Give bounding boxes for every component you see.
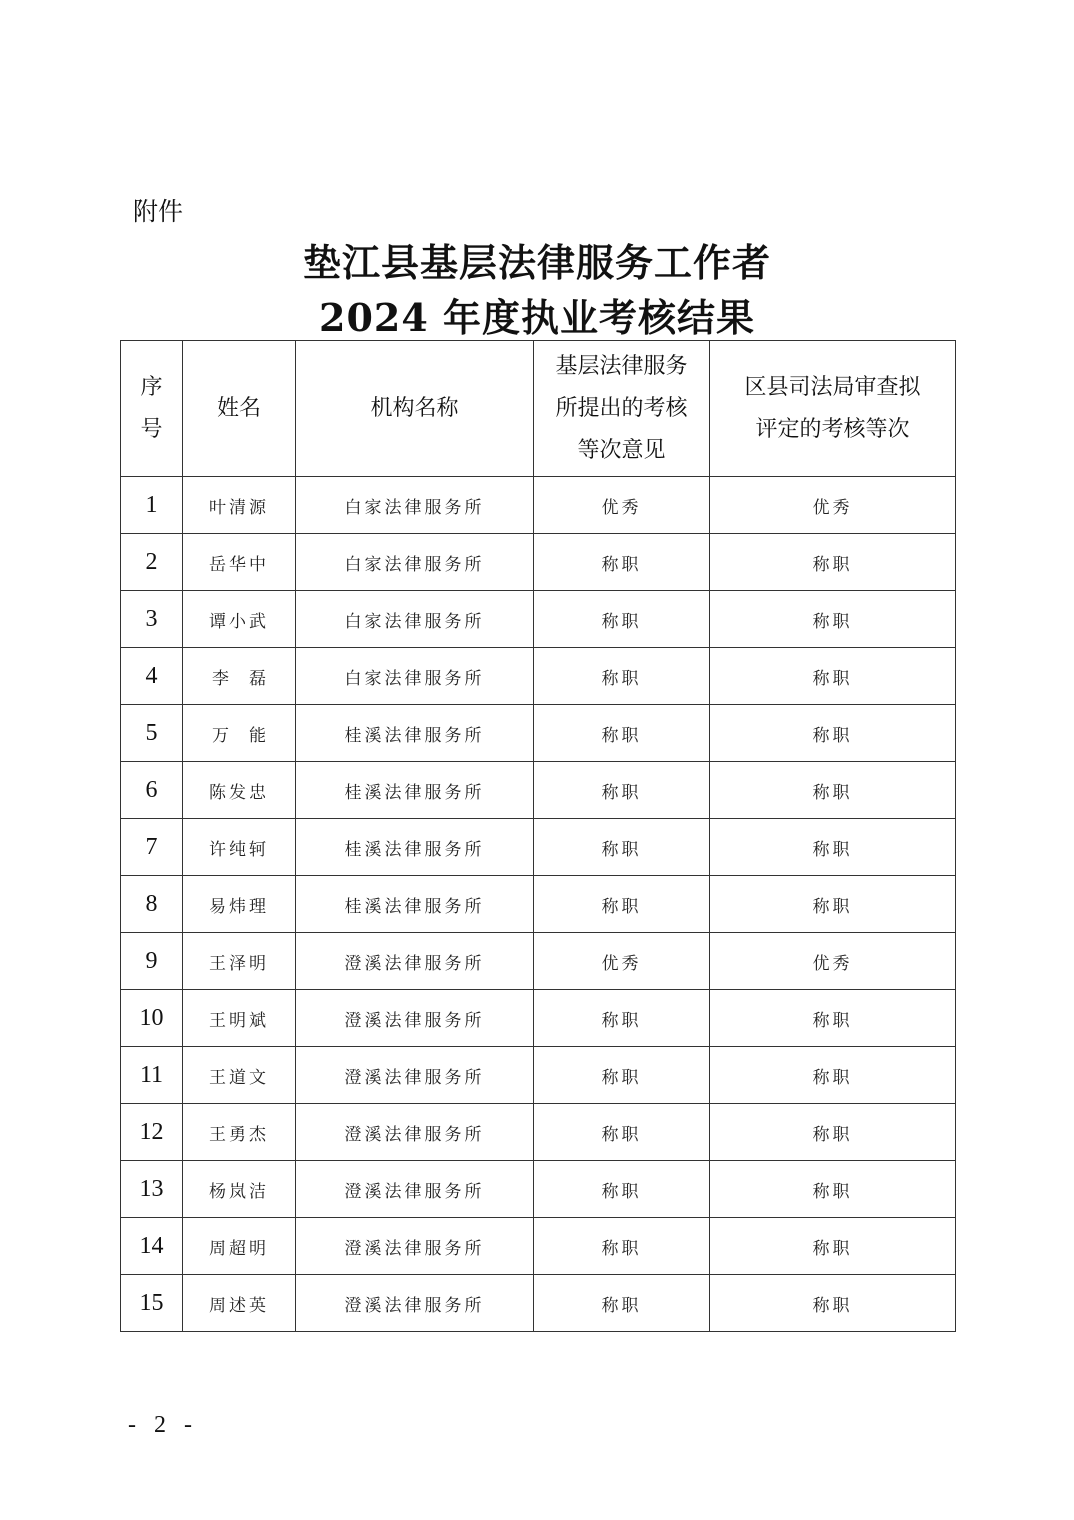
cell-rating: 称职: [710, 705, 956, 762]
cell-rating: 称职: [710, 648, 956, 705]
cell-opinion: 称职: [534, 1047, 710, 1104]
cell-opinion: 称职: [534, 1275, 710, 1332]
header-name: 姓名: [183, 341, 296, 477]
cell-rating: 优秀: [710, 933, 956, 990]
cell-opinion: 称职: [534, 819, 710, 876]
table-row: [121, 1047, 956, 1104]
cell-rating: 称职: [710, 1275, 956, 1332]
cell-name: 谭小武: [183, 591, 296, 648]
cell-name: 李磊: [183, 648, 296, 705]
cell-opinion: 称职: [534, 591, 710, 648]
cell-seq: 4: [121, 648, 183, 705]
cell-org: 桂溪法律服务所: [296, 705, 534, 762]
cell-org: 澄溪法律服务所: [296, 1275, 534, 1332]
cell-name: 王泽明: [183, 933, 296, 990]
cell-org: 澄溪法律服务所: [296, 1218, 534, 1275]
table-row: [121, 648, 956, 705]
table-row: [121, 705, 956, 762]
cell-rating: 称职: [710, 819, 956, 876]
cell-org: 桂溪法律服务所: [296, 762, 534, 819]
cell-org: 澄溪法律服务所: [296, 990, 534, 1047]
cell-seq: 14: [121, 1218, 183, 1275]
cell-opinion: 称职: [534, 648, 710, 705]
cell-seq: 5: [121, 705, 183, 762]
cell-opinion: 优秀: [534, 477, 710, 534]
cell-rating: 称职: [710, 1161, 956, 1218]
cell-rating: 称职: [710, 762, 956, 819]
header-bureau-rating-line-2: 评定的考核等次: [755, 416, 910, 442]
cell-opinion: 称职: [534, 1218, 710, 1275]
cell-org: 白家法律服务所: [296, 648, 534, 705]
cell-opinion: 称职: [534, 762, 710, 819]
header-seq: [121, 341, 183, 477]
cell-org: 白家法律服务所: [296, 477, 534, 534]
cell-seq: 2: [121, 534, 183, 591]
table-row: [121, 876, 956, 933]
cell-org: 澄溪法律服务所: [296, 933, 534, 990]
cell-seq: 6: [121, 762, 183, 819]
cell-name: 杨岚洁: [183, 1161, 296, 1218]
table-row: [121, 1218, 956, 1275]
cell-rating: 称职: [710, 1047, 956, 1104]
cell-opinion: 称职: [534, 1161, 710, 1218]
header-seq-line-1: 序: [140, 374, 163, 400]
cell-seq: 8: [121, 876, 183, 933]
page-number: - 2 -: [128, 1412, 198, 1438]
cell-rating: 称职: [710, 1104, 956, 1161]
header-org: 机构名称: [296, 341, 534, 477]
table-row: [121, 933, 956, 990]
cell-seq: 10: [121, 990, 183, 1047]
cell-rating: 称职: [710, 591, 956, 648]
cell-seq: 9: [121, 933, 183, 990]
cell-name: 陈发忠: [183, 762, 296, 819]
cell-opinion: 称职: [534, 534, 710, 591]
cell-name: 周述英: [183, 1275, 296, 1332]
cell-org: 白家法律服务所: [296, 534, 534, 591]
cell-seq: 13: [121, 1161, 183, 1218]
table-row: [121, 1104, 956, 1161]
cell-rating: 称职: [710, 876, 956, 933]
cell-name: 岳华中: [183, 534, 296, 591]
cell-org: 澄溪法律服务所: [296, 1104, 534, 1161]
cell-name: 王明斌: [183, 990, 296, 1047]
cell-opinion: 称职: [534, 990, 710, 1047]
cell-org: 桂溪法律服务所: [296, 819, 534, 876]
header-office-opinion: [534, 341, 710, 477]
cell-seq: 15: [121, 1275, 183, 1332]
assessment-results-table: [120, 340, 956, 1332]
cell-org: 澄溪法律服务所: [296, 1047, 534, 1104]
cell-seq: 7: [121, 819, 183, 876]
cell-opinion: 称职: [534, 876, 710, 933]
cell-rating: 优秀: [710, 477, 956, 534]
cell-opinion: 优秀: [534, 933, 710, 990]
cell-org: 桂溪法律服务所: [296, 876, 534, 933]
cell-opinion: 称职: [534, 705, 710, 762]
table-row: [121, 1161, 956, 1218]
cell-name: 周超明: [183, 1218, 296, 1275]
cell-name: 王道文: [183, 1047, 296, 1104]
cell-org: 白家法律服务所: [296, 591, 534, 648]
cell-seq: 12: [121, 1104, 183, 1161]
cell-name: 叶清源: [183, 477, 296, 534]
cell-opinion: 称职: [534, 1104, 710, 1161]
cell-seq: 3: [121, 591, 183, 648]
cell-name: 易炜理: [183, 876, 296, 933]
table-row: [121, 819, 956, 876]
header-office-opinion-line-3: 等次意见: [577, 437, 666, 463]
table-header-row: [121, 341, 956, 477]
cell-rating: 称职: [710, 990, 956, 1047]
attachment-label: 附件: [133, 197, 184, 226]
header-office-opinion-line-2: 所提出的考核: [555, 395, 688, 421]
header-seq-line-2: 号: [140, 416, 163, 442]
table-row: [121, 534, 956, 591]
table-row: [121, 990, 956, 1047]
cell-name: 万能: [183, 705, 296, 762]
cell-seq: 1: [121, 477, 183, 534]
cell-rating: 称职: [710, 534, 956, 591]
document-title-line-2: 2024 年度执业考核结果: [319, 295, 755, 340]
cell-rating: 称职: [710, 1218, 956, 1275]
cell-name: 王勇杰: [183, 1104, 296, 1161]
document-title-line-1: 垫江县基层法律服务工作者: [302, 240, 771, 285]
table-row: [121, 591, 956, 648]
table-row: [121, 1275, 956, 1332]
cell-seq: 11: [121, 1047, 183, 1104]
cell-name: 许纯轲: [183, 819, 296, 876]
header-bureau-rating: [710, 341, 956, 477]
table-row: [121, 477, 956, 534]
cell-org: 澄溪法律服务所: [296, 1161, 534, 1218]
header-office-opinion-line-1: 基层法律服务: [555, 353, 688, 379]
header-bureau-rating-line-1: 区县司法局审查拟: [744, 374, 921, 400]
table-row: [121, 762, 956, 819]
